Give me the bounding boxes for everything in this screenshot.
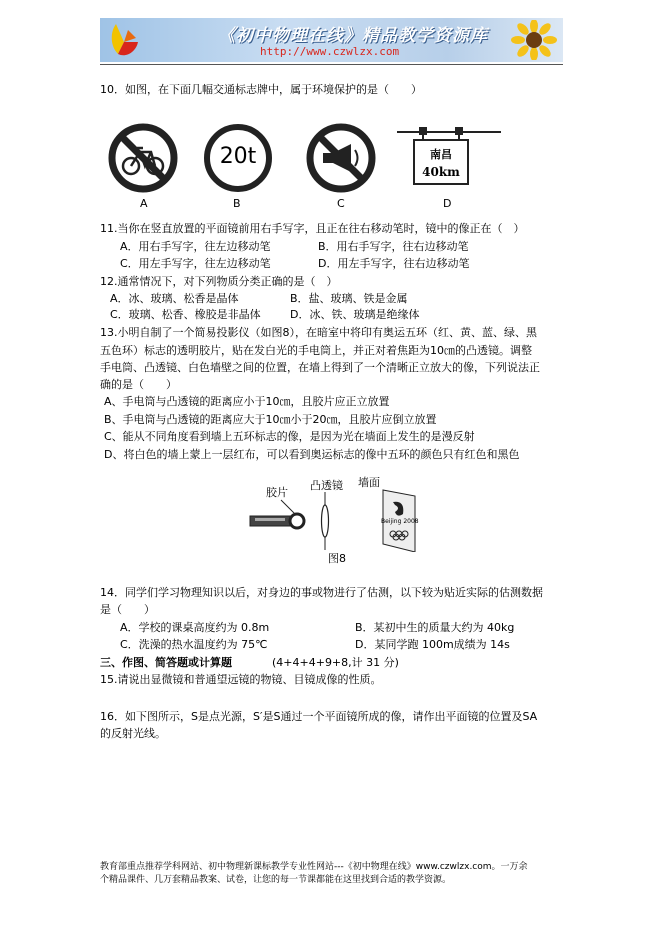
header-banner [100, 18, 563, 62]
banner-title: 《初中物理在线》精品教学资源库 [218, 26, 488, 46]
q14-line-2: 是（ ） [100, 603, 155, 616]
no-horn-sign-icon [305, 122, 377, 194]
footer-line-2: 个精品课件、几万套精品教案、试卷，让您的每一节课都能在这里找到合适的教学资源。 [100, 875, 452, 885]
figure-label-wall: 墙面 [358, 476, 380, 489]
flashlight-head-icon [290, 514, 304, 528]
sunflower-icon [508, 20, 560, 60]
figure-wall-text: Beijing 2008 [381, 518, 419, 525]
distance-sign-city: 南昌 [430, 148, 452, 161]
q13-option-b: B、手电筒与凸透镜的距离应大于10㎝小于20㎝，且胶片应倒立放置 [104, 413, 437, 426]
q14-option-a: A．学校的课桌高度约为 0.8m [120, 621, 270, 634]
q10-stem: 10．如图，在下面几幅交通标志牌中，属于环境保护的是（ ） [100, 83, 422, 96]
q10-label-c: C [337, 197, 345, 210]
q14-option-b: B．某初中生的质量大约为 40kg [355, 621, 515, 634]
convex-lens-icon [322, 505, 329, 537]
figure-label-film: 胶片 [266, 486, 288, 499]
site-logo-icon [106, 22, 140, 58]
figure-label-lens: 凸透镜 [310, 479, 343, 492]
q14-option-c: C．洗澡的热水温度约为 75℃ [120, 638, 268, 651]
section3-note: (4+4+4+9+8,计 31 分) [272, 656, 399, 669]
q11-stem: 11.当你在竖直放置的平面镜前用右手写字，且正在往右移动笔时，镜中的像正在（ ） [100, 222, 525, 235]
q13-line-3: 手电筒、凸透镜、白色墙壁之间的位置，在墙上得到了一个清晰正立放大的像，下列说法正 [100, 361, 540, 374]
q12-stem: 12.通常情况下，对下列物质分类正确的是（ ） [100, 275, 338, 288]
q10-label-a: A [140, 197, 148, 210]
no-bicycle-sign-icon [107, 122, 179, 194]
q13-line-1: 13.小明自制了一个简易投影仪（如图8），在暗室中将印有奥运五环（红、黄、蓝、绿、黑 [100, 326, 537, 339]
q13-line-2: 五色环）标志的透明胶片，贴在发白光的手电筒上，并正对着焦距为10㎝的凸透镜。调整 [100, 344, 532, 357]
distance-sign-km: 40km [422, 165, 460, 179]
q14-line-1: 14．同学们学习物理知识以后，对身边的事或物进行了估测，以下较为贴近实际的估测数据 [100, 586, 543, 599]
footer-line-1: 教育部重点推荐学科网站、初中物理新课标教学专业性网站---《初中物理在线》www.czwlzx.com。一万余 [100, 862, 528, 872]
header-rule [100, 64, 563, 65]
q11-option-b: B．用右手写字，往右边移动笔 [318, 240, 469, 253]
q11-option-d: D．用左手写字，往右边移动笔 [318, 257, 470, 270]
q12-option-c: C．玻璃、松香、橡胶是非晶体 [110, 308, 261, 321]
section3-title: 三、作图、简答题或计算题 [100, 656, 232, 669]
q13-option-c: C、能从不同角度看到墙上五环标志的像，是因为光在墙面上发生的是漫反射 [104, 430, 475, 443]
q14-option-d: D．某同学跑 100m成绩为 14s [355, 638, 510, 651]
q16-line-1: 16．如下图所示，S是点光源，S′是S通过一个平面镜所成的像，请作出平面镜的位置及SA [100, 710, 538, 723]
q11-option-a: A．用右手写字，往左边移动笔 [120, 240, 271, 253]
q12-option-b: B．盐、玻璃、铁是金属 [290, 292, 408, 305]
q11-option-c: C．用左手写字，往左边移动笔 [120, 257, 271, 270]
q12-option-a: A．冰、玻璃、松香是晶体 [110, 292, 239, 305]
q10-label-d: D [443, 197, 452, 210]
q16-line-2: 的反射光线。 [100, 727, 166, 740]
q13-option-d: D、将白色的墙上蒙上一层红布，可以看到奥运标志的像中五环的颜色只有红色和黑色 [104, 448, 520, 461]
q15-stem: 15.请说出显微镜和普通望远镜的物镜、目镜成像的性质。 [100, 673, 382, 686]
banner-url: http://www.czwlzx.com [260, 45, 400, 58]
weight-limit-text: 20t [219, 144, 257, 169]
q13-option-a: A、手电筒与凸透镜的距离应小于10㎝，且胶片应正立放置 [104, 395, 390, 408]
q12-option-d: D．冰、铁、玻璃是绝缘体 [290, 308, 420, 321]
figure-caption: 图8 [328, 552, 346, 565]
q13-line-4: 确的是（ ） [100, 378, 177, 391]
q10-label-b: B [233, 197, 241, 210]
